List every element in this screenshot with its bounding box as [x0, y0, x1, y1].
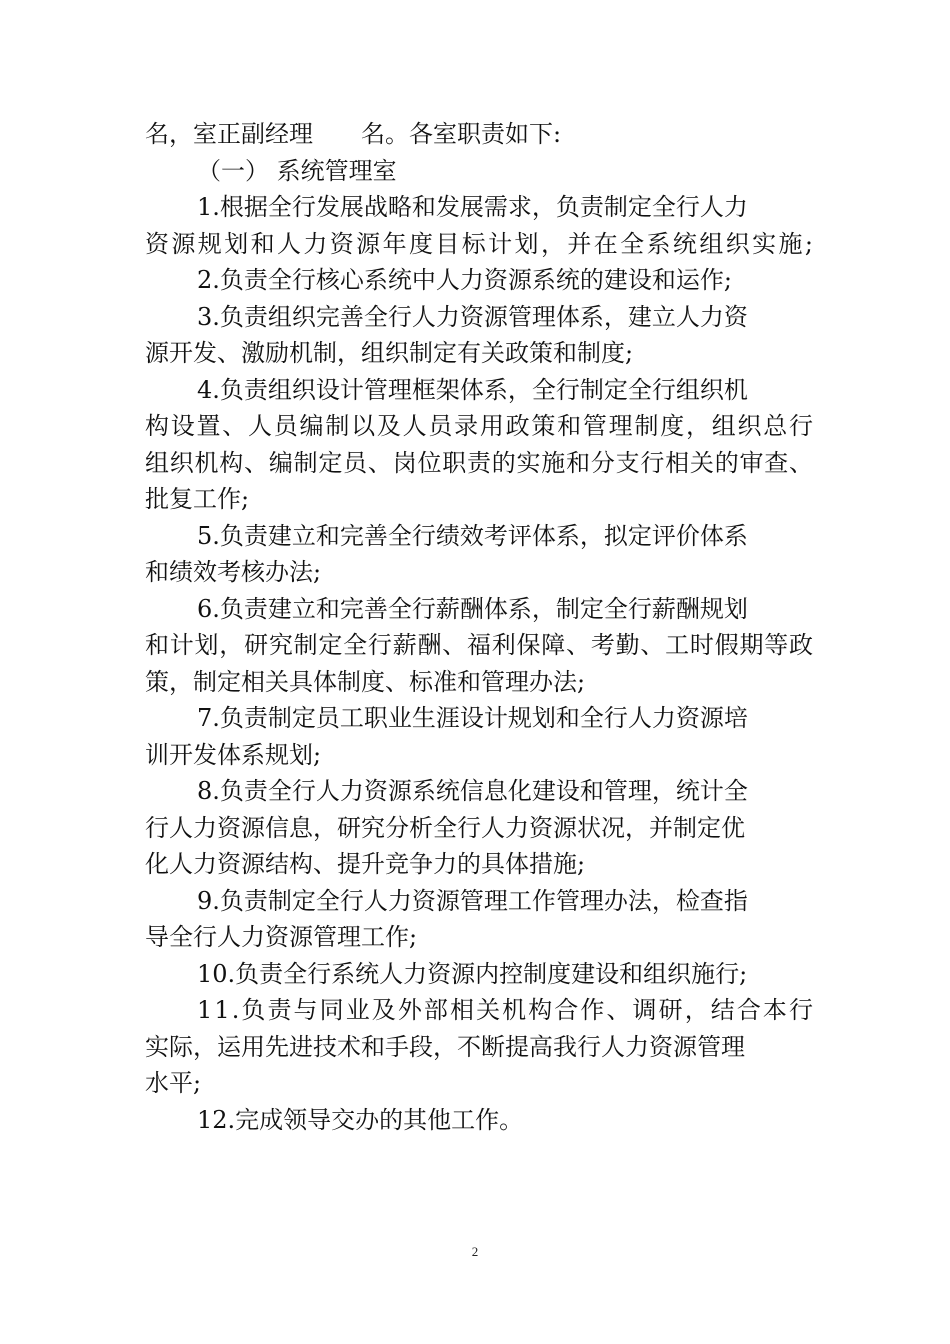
text-line: 资源规划和人力资源年度目标计划，并在全系统组织实施; — [145, 229, 816, 258]
text-line: 12.完成领导交办的其他工作。 — [197, 1105, 524, 1134]
text-line: 1.根据全行发展战略和发展需求，负责制定全行人力 — [197, 193, 748, 221]
text-line: 源开发、激励机制，组织制定有关政策和制度; — [145, 339, 634, 367]
text-line: 和计划，研究制定全行薪酬、福利保障、考勤、工时假期等政 — [145, 631, 814, 659]
text-line: 实际，运用先进技术和手段，不断提高我行人力资源管理 — [145, 1032, 745, 1061]
text-line: 行人力资源信息，研究分析全行人力资源状况，并制定优 — [145, 813, 745, 842]
text-line: 9.负责制定全行人力资源管理工作管理办法，检查指 — [197, 886, 748, 915]
page-number: 2 — [471, 1244, 479, 1259]
text-line: 导全行人力资源管理工作; — [145, 923, 418, 951]
text-line: 7.负责制定员工职业生涯设计规划和全行人力资源培 — [197, 704, 748, 732]
text-line: 6.负责建立和完善全行薪酬体系，制定全行薪酬规划 — [197, 594, 748, 623]
text-line: 训开发体系规划; — [145, 740, 322, 769]
text-line: 5.负责建立和完善全行绩效考评体系，拟定评价体系 — [197, 521, 748, 550]
document-body — [145, 116, 816, 1138]
text-line: 组织机构、编制定员、岗位职责的实施和分支行相关的审查、 — [145, 448, 814, 477]
text-line: 策，制定相关具体制度、标准和管理办法; — [145, 667, 586, 696]
text-line: 水平; — [145, 1069, 202, 1097]
text-line: 8.负责全行人力资源系统信息化建设和管理，统计全 — [197, 777, 748, 805]
paragraph-lines — [145, 189, 816, 1138]
text-line: 批复工作; — [145, 485, 250, 513]
text-line: 4.负责组织设计管理框架体系，全行制定全行组织机 — [197, 375, 748, 404]
section-heading: （一） 系统管理室 — [197, 156, 397, 185]
text-line: 3.负责组织完善全行人力资源管理体系，建立人力资 — [197, 302, 748, 331]
text-line: 10.负责全行系统人力资源内控制度建设和组织施行; — [197, 959, 748, 988]
text-line: 构设置、人员编制以及人员录用政策和管理制度，组织总行 — [145, 412, 815, 440]
text-line: 2.负责全行核心系统中人力资源系统的建设和运作; — [197, 266, 732, 294]
text-line: 和绩效考核办法; — [145, 558, 322, 586]
intro-line: 名，室正副经理 名。各室职责如下: — [145, 120, 562, 148]
text-line: 化人力资源结构、提升竞争力的具体措施; — [145, 850, 586, 878]
text-line: 11.负责与同业及外部相关机构合作、调研，结合本行 — [197, 996, 816, 1024]
